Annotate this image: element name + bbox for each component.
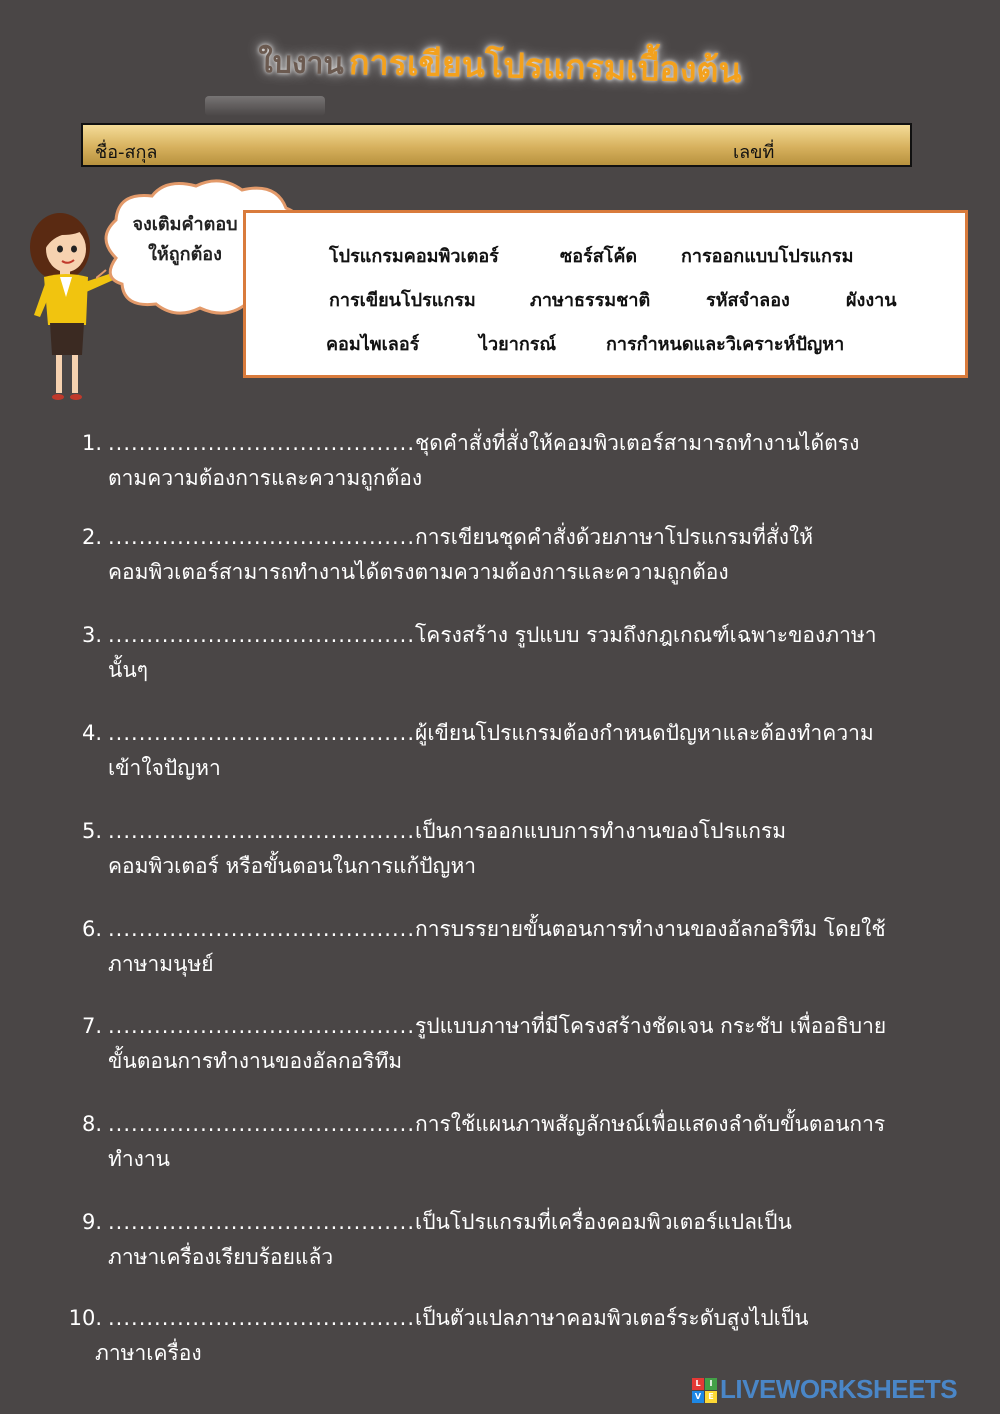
question-text: รูปแบบภาษาที่มีโครงสร้างชัดเจน กระชับ เพื่ออธิบาย [415,1014,887,1038]
title-main: การเขียนโปรแกรมเบื้องต้น [348,42,743,92]
answer-blank[interactable]: ........................................ [108,431,416,455]
question-text-cont: ขั้นตอนการทำงานของอัลกอริทึม [108,1049,403,1073]
word-bank-item: การกำหนดและวิเคราะห์ปัญหา [606,334,845,355]
word-bank [243,210,968,378]
question-number: 7. [81,1014,102,1038]
instruction-line-1: จงเติมคำตอบ [132,214,238,235]
question-text: ผู้เขียนโปรแกรมต้องกำหนดปัญหาและต้องทำความ [415,721,874,745]
word-bank-item: ซอร์สโค้ด [560,246,638,267]
answer-blank[interactable]: ........................................ [108,1306,416,1330]
word-bank-item: รหัสจำลอง [706,290,790,311]
question-text: โครงสร้าง รูปแบบ รวมถึงกฎเกณฑ์เฉพาะของภาษา [415,623,877,647]
question-number: 4. [81,721,102,745]
question-text-cont: ทำงาน [108,1147,171,1171]
answer-blank[interactable]: ........................................ [108,1112,416,1136]
title-prefix: ใบงาน [257,44,345,82]
question-number: 2. [81,525,102,549]
question-text-cont: ภาษาเครื่อง [95,1341,202,1365]
question-number: 5. [81,819,102,843]
question-number: 9. [81,1210,102,1234]
question-text: เป็นโปรแกรมที่เครื่องคอมพิวเตอร์แปลเป็น [415,1210,792,1234]
word-bank-item: ภาษาธรรมชาติ [530,290,651,311]
question-text-cont: คอมพิวเตอร์ หรือขั้นตอนในการแก้ปัญหา [108,854,477,878]
word-bank-item: ผังงาน [846,290,897,311]
answer-blank[interactable]: ........................................ [108,525,416,549]
word-bank-item: ไวยากรณ์ [479,334,557,355]
worksheet-title [0,28,1000,103]
question-number: 8. [81,1112,102,1136]
answer-blank[interactable]: ........................................ [108,721,416,745]
word-bank-item: โปรแกรมคอมพิวเตอร์ [329,246,499,267]
question-number: 3. [81,623,102,647]
question-text: เป็นตัวแปลภาษาคอมพิวเตอร์ระดับสูงไปเป็น [415,1306,809,1330]
question-text-cont: ภาษามนุษย์ [108,952,214,976]
brand-text: LIVEWORKSHEETS [720,1374,958,1404]
number-label: เลขที่ [733,142,775,163]
question-text: การบรรยายขั้นตอนการทำงานของอัลกอริทึม โดยใช้ [415,917,886,941]
name-label: ชื่อ-สกุล [95,142,158,163]
word-bank-item: การออกแบบโปรแกรม [681,246,854,267]
name-bar [81,123,912,167]
answer-blank[interactable]: ........................................ [108,917,416,941]
question-text-cont: ภาษาเครื่องเรียบร้อยแล้ว [108,1245,334,1269]
word-bank-item: คอมไพเลอร์ [326,334,420,355]
title-reflection [205,96,325,116]
question-number: 1. [81,431,102,455]
question-text-cont: เข้าใจปัญหา [108,756,221,780]
answer-blank[interactable]: ........................................ [108,819,416,843]
question-text-cont: นั้นๆ [108,658,148,682]
answer-blank[interactable]: ........................................ [108,623,416,647]
question-text: การเขียนชุดคำสั่งด้วยภาษาโปรแกรมที่สั่งให้ [415,525,814,549]
question-text-cont: ตามความต้องการและความถูกต้อง [108,466,423,490]
answer-blank[interactable]: ........................................ [108,1210,416,1234]
instruction-line-2: ให้ถูกต้อง [148,244,222,265]
question-text: เป็นการออกแบบการทำงานของโปรแกรม [415,819,787,843]
question-text: การใช้แผนภาพสัญลักษณ์เพื่อแสดงลำดับขั้นตอนการ [415,1112,886,1136]
question-text-cont: คอมพิวเตอร์สามารถทำงานได้ตรงตามความต้องการและความถูกต้อง [108,560,729,584]
word-bank-item: การเขียนโปรแกรม [329,290,476,311]
question-number: 6. [81,917,102,941]
question-text: ชุดคำสั่งที่สั่งให้คอมพิวเตอร์สามารถทำงานได้ตรง [415,431,860,455]
answer-blank[interactable]: ........................................ [108,1014,416,1038]
question-number: 10. [68,1306,102,1330]
brand-mark-icon: L I V E [692,1378,718,1404]
